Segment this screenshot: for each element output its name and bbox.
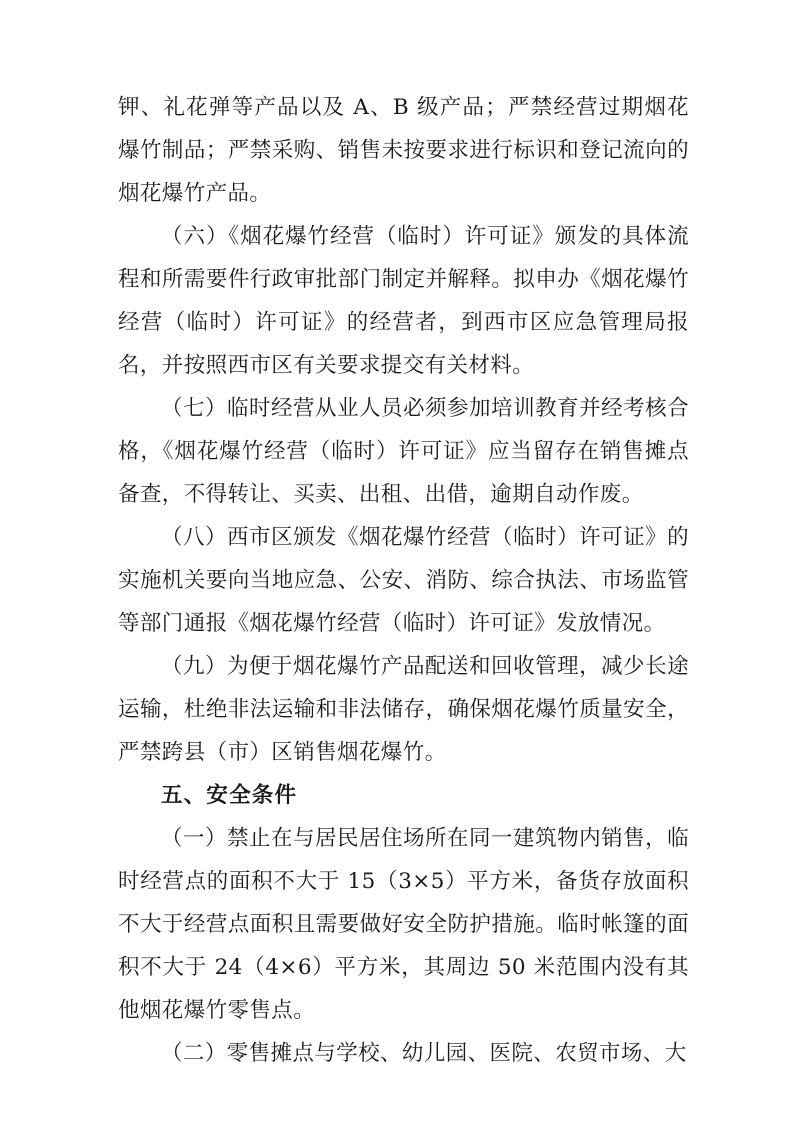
section-heading-five: 五、安全条件 (161, 783, 298, 808)
paragraph-item-seven: （七）临时经营从业人员必须参加培训教育并经考核合格，《烟花爆竹经营（临时）许可证》应当留存在销售摊点备查，不得转让、买卖、出租、出借，逾期自动作废。 (118, 396, 689, 507)
paragraph-item-two: （二）零售摊点与学校、幼儿园、医院、农贸市场、大 (161, 1041, 687, 1066)
document-body (118, 86, 689, 1075)
paragraph-item-one: （一）禁止在与居民居住场所在同一建筑物内销售，临时经营点的面积不大于 15（3×5）平方米，备货存放面积不大于经营点面积且需要做好安全防护措施。临时帐篷的面积不大于 24（4×6）平方米，其周边 50 米范围内没有其他烟花爆竹零售点。 (118, 826, 689, 1023)
paragraph-item-six: （六）《烟花爆竹经营（临时）许可证》颁发的具体流程和所需要件行政审批部门制定并解释。拟申办《烟花爆竹经营（临时）许可证》的经营者，到西市区应急管理局报名，并按照西市区有关要求提交有关材料。 (118, 224, 689, 378)
paragraph-item-nine: （九）为便于烟花爆竹产品配送和回收管理，减少长途运输，杜绝非法运输和非法储存，确保烟花爆竹质量安全，严禁跨县（市）区销售烟花爆竹。 (118, 654, 689, 765)
paragraph-item-eight: （八）西市区颁发《烟花爆竹经营（临时）许可证》的实施机关要向当地应急、公安、消防、综合执法、市场监管等部门通报《烟花爆竹经营（临时）许可证》发放情况。 (118, 525, 689, 636)
paragraph-continuation: 钾、礼花弹等产品以及 A、B 级产品；严禁经营过期烟花爆竹制品；严禁采购、销售未按要求进行标识和登记流向的烟花爆竹产品。 (118, 95, 689, 206)
